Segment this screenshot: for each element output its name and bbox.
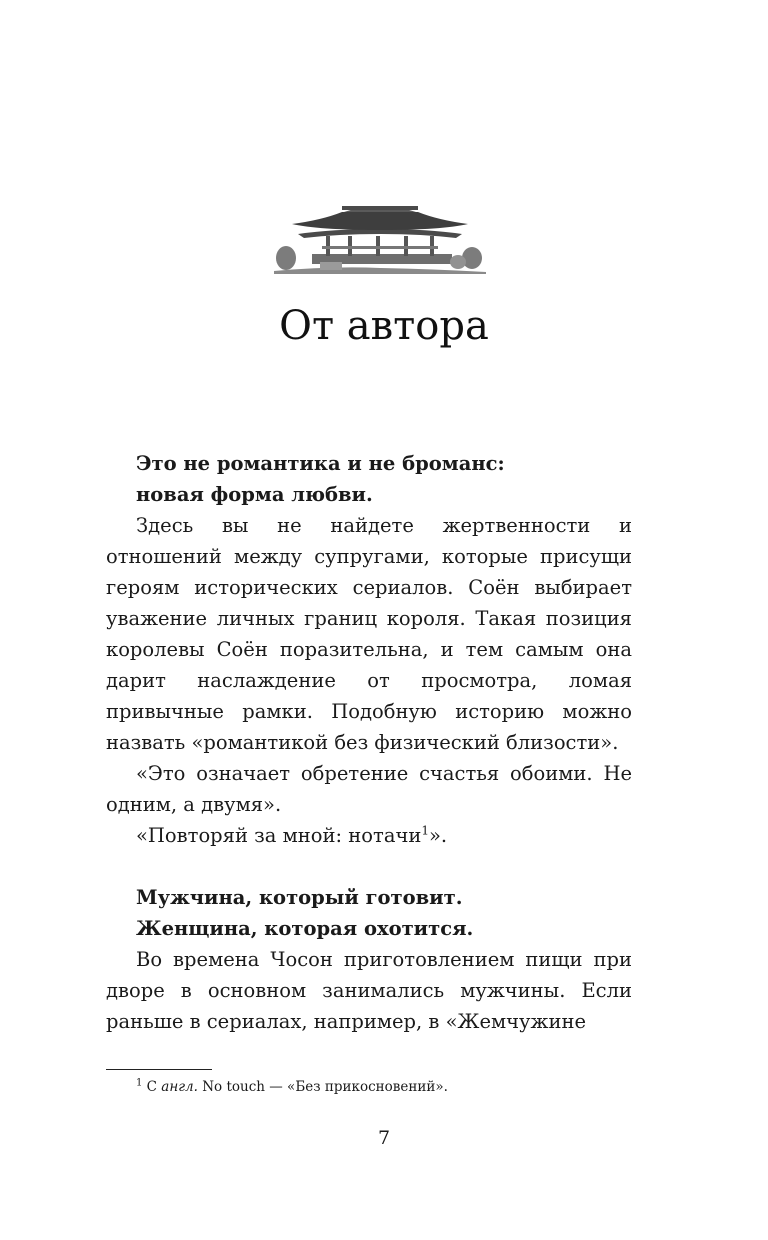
section-cooking	[106, 882, 632, 1037]
footnote-prefix: С	[146, 1079, 162, 1095]
section-heading-line: Это не романтика и не броманс:	[136, 452, 505, 475]
quote-paragraph	[106, 820, 632, 851]
section-heading-line: новая форма любви.	[136, 483, 373, 506]
footnote-reference: 1	[421, 823, 429, 838]
body-paragraph: «Это означает обретение счастья обоими. Не одним, а двумя».	[106, 762, 632, 816]
quote-closing: ».	[428, 824, 448, 847]
footnote	[136, 1077, 448, 1097]
section-intro	[106, 448, 632, 851]
quote-text: «Повторяй за мной: нотачи	[136, 824, 422, 847]
pavilion-illustration	[272, 196, 488, 276]
body-paragraph: Во времена Чосон приготовлением пищи при дворе в основном занимались мужчины. Если раньше в сериалах, например, в «Жемчужине	[106, 948, 632, 1033]
page-number: 7	[377, 1127, 391, 1149]
footnote-divider	[106, 1069, 212, 1070]
section-heading-line: Женщина, которая охотится.	[136, 917, 474, 940]
chapter-title: От автора	[279, 303, 489, 349]
footnote-number: 1	[136, 1077, 143, 1089]
section-heading-line: Мужчина, который готовит.	[136, 886, 463, 909]
footnote-text: No touch — «Без прикосновений».	[197, 1079, 448, 1095]
footnote-abbrev: англ.	[161, 1079, 198, 1095]
body-paragraph: Здесь вы не найдете жертвенности и отношений между супругами, которые присущи героям исторических сериалов. Соён выбирает уважение личных границ короля. Такая позиция королевы Соён поразительна, и тем самым она дарит наслаждение от просмотра, ломая привычные рамки. Подобную историю можно назвать «романтикой без физический близости».	[106, 514, 632, 754]
